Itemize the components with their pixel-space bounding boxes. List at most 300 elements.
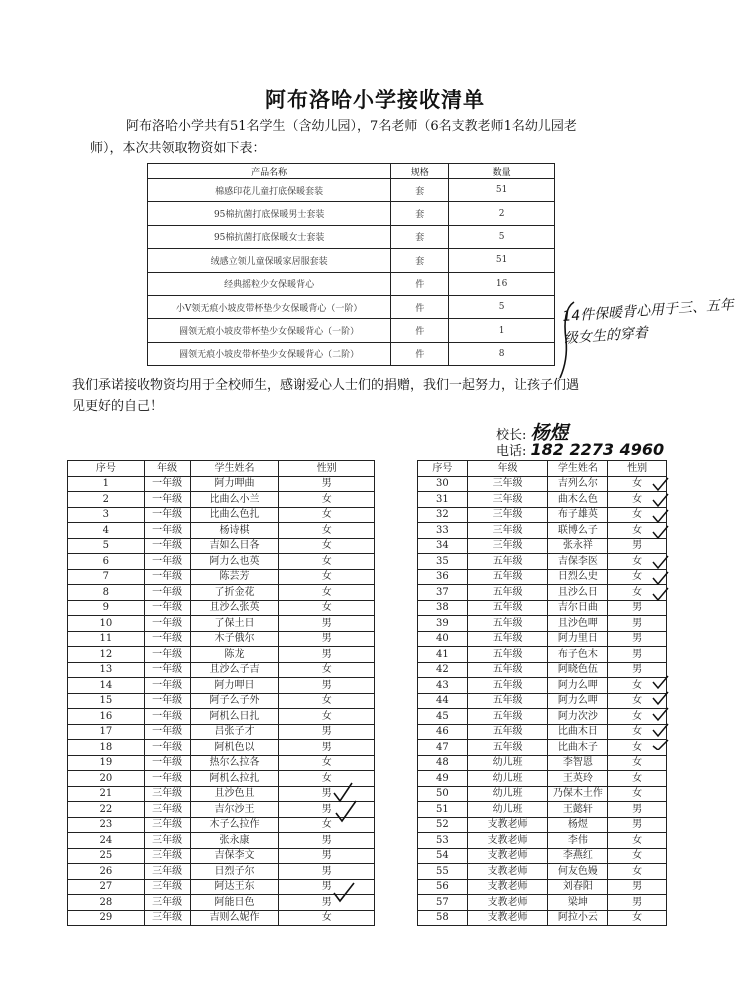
product-header-name: 产品名称 — [148, 164, 391, 179]
grade-cell: 一年级 — [144, 755, 190, 771]
header-index: 序号 — [418, 461, 468, 477]
student-row — [68, 786, 375, 802]
student-row — [418, 538, 667, 554]
product-name-cell: 经典摇粒少女保暖背心 — [148, 272, 391, 295]
product-row — [148, 202, 555, 225]
name-cell: 了保土日 — [190, 616, 279, 632]
name-cell: 李智恩 — [548, 755, 608, 771]
gender-cell: 男 — [608, 879, 667, 895]
name-cell: 王懿轩 — [548, 802, 608, 818]
student-table-left — [67, 460, 375, 926]
product-spec-cell: 套 — [391, 202, 449, 225]
product-row — [148, 319, 555, 342]
grade-cell: 一年级 — [144, 492, 190, 508]
student-row — [68, 662, 375, 678]
student-row — [68, 724, 375, 740]
gender-cell: 女 — [608, 864, 667, 880]
grade-cell: 一年级 — [144, 631, 190, 647]
name-cell: 且沙么张英 — [190, 600, 279, 616]
student-row — [418, 802, 667, 818]
student-row — [418, 476, 667, 492]
gender-cell: 女 — [608, 678, 667, 694]
index-cell: 5 — [68, 538, 145, 554]
product-qty-cell: 8 — [449, 342, 555, 365]
student-row — [418, 523, 667, 539]
gender-cell: 男 — [608, 647, 667, 663]
header-gender: 性别 — [608, 461, 667, 477]
header-gender: 性别 — [279, 461, 375, 477]
product-qty-cell: 5 — [449, 295, 555, 318]
index-cell: 3 — [68, 507, 145, 523]
name-cell: 阿力里日 — [548, 631, 608, 647]
name-cell: 吕张子才 — [190, 724, 279, 740]
gender-cell: 女 — [279, 507, 375, 523]
index-cell: 39 — [418, 616, 468, 632]
phone-line — [496, 440, 664, 459]
grade-cell: 幼儿班 — [467, 786, 548, 802]
student-row — [68, 647, 375, 663]
index-cell: 40 — [418, 631, 468, 647]
grade-cell: 五年级 — [467, 693, 548, 709]
student-row — [68, 755, 375, 771]
intro-line-2: 师），本次共领取物资如下表： — [90, 141, 266, 156]
student-row — [68, 585, 375, 601]
handwritten-checkmarks-left — [330, 775, 362, 905]
student-row — [418, 755, 667, 771]
index-cell: 6 — [68, 554, 145, 570]
gender-cell: 女 — [279, 569, 375, 585]
student-table-left-body — [68, 476, 375, 926]
index-cell: 17 — [68, 724, 145, 740]
grade-cell: 幼儿班 — [467, 771, 548, 787]
name-cell: 杨诗棋 — [190, 523, 279, 539]
name-cell: 梁坤 — [548, 895, 608, 911]
student-row — [418, 895, 667, 911]
student-row — [68, 507, 375, 523]
gender-cell: 女 — [279, 600, 375, 616]
name-cell: 且沙么日 — [548, 585, 608, 601]
index-cell: 19 — [68, 755, 145, 771]
grade-cell: 幼儿班 — [467, 802, 548, 818]
index-cell: 16 — [68, 709, 145, 725]
index-cell: 44 — [418, 693, 468, 709]
student-row — [418, 507, 667, 523]
gender-cell: 男 — [279, 864, 375, 880]
gender-cell: 女 — [279, 910, 375, 926]
gender-cell: 男 — [608, 600, 667, 616]
product-spec-cell: 件 — [391, 342, 449, 365]
name-cell: 布子色木 — [548, 647, 608, 663]
product-row — [148, 272, 555, 295]
grade-cell: 五年级 — [467, 616, 548, 632]
gender-cell: 女 — [608, 910, 667, 926]
product-spec-cell: 件 — [391, 272, 449, 295]
product-name-cell: 95棉抗菌打底保暖女士套装 — [148, 225, 391, 248]
name-cell: 比曲木日 — [548, 724, 608, 740]
gender-cell: 男 — [279, 802, 375, 818]
product-row — [148, 342, 555, 365]
product-header-spec: 规格 — [391, 164, 449, 179]
gender-cell: 男 — [608, 631, 667, 647]
name-cell: 阿力么呷 — [548, 693, 608, 709]
student-row — [418, 817, 667, 833]
index-cell: 48 — [418, 755, 468, 771]
index-cell: 7 — [68, 569, 145, 585]
name-cell: 比曲木子 — [548, 740, 608, 756]
grade-cell: 一年级 — [144, 662, 190, 678]
product-qty-cell: 16 — [449, 272, 555, 295]
index-cell: 58 — [418, 910, 468, 926]
gender-cell: 女 — [279, 554, 375, 570]
grade-cell: 五年级 — [467, 600, 548, 616]
grade-cell: 三年级 — [467, 507, 548, 523]
name-cell: 木子么拉作 — [190, 817, 279, 833]
gender-cell: 男 — [279, 879, 375, 895]
student-row — [418, 879, 667, 895]
grade-cell: 一年级 — [144, 507, 190, 523]
header-grade: 年级 — [144, 461, 190, 477]
index-cell: 51 — [418, 802, 468, 818]
student-row — [418, 833, 667, 849]
gender-cell: 女 — [608, 833, 667, 849]
student-row — [418, 585, 667, 601]
grade-cell: 三年级 — [144, 879, 190, 895]
index-cell: 15 — [68, 693, 145, 709]
index-cell: 55 — [418, 864, 468, 880]
principal-label: 校长: — [496, 428, 527, 443]
index-cell: 14 — [68, 678, 145, 694]
product-name-cell: 棉感印花儿童打底保暖套装 — [148, 179, 391, 202]
index-cell: 23 — [68, 817, 145, 833]
header-grade: 年级 — [467, 461, 548, 477]
promise-text — [72, 375, 672, 417]
grade-cell: 一年级 — [144, 616, 190, 632]
product-spec-cell: 套 — [391, 179, 449, 202]
handwritten-checkmarks-right — [650, 470, 674, 750]
index-cell: 46 — [418, 724, 468, 740]
phone-value: 182 2273 4960 — [530, 440, 665, 459]
student-row — [68, 848, 375, 864]
student-table-right — [417, 460, 667, 926]
grade-cell: 一年级 — [144, 771, 190, 787]
grade-cell: 五年级 — [467, 554, 548, 570]
index-cell: 11 — [68, 631, 145, 647]
gender-cell: 女 — [279, 755, 375, 771]
index-cell: 4 — [68, 523, 145, 539]
index-cell: 38 — [418, 600, 468, 616]
index-cell: 25 — [68, 848, 145, 864]
grade-cell: 一年级 — [144, 724, 190, 740]
student-row — [68, 817, 375, 833]
name-cell: 张永祥 — [548, 538, 608, 554]
header-name: 学生姓名 — [190, 461, 279, 477]
index-cell: 28 — [68, 895, 145, 911]
name-cell: 刘春阳 — [548, 879, 608, 895]
index-cell: 54 — [418, 848, 468, 864]
student-row — [68, 631, 375, 647]
product-qty-cell: 5 — [449, 225, 555, 248]
index-cell: 12 — [68, 647, 145, 663]
index-cell: 52 — [418, 817, 468, 833]
name-cell: 阿机么日扎 — [190, 709, 279, 725]
promise-line-2: 见更好的自己！ — [72, 399, 164, 414]
index-cell: 57 — [418, 895, 468, 911]
student-row — [418, 662, 667, 678]
student-row — [418, 786, 667, 802]
student-row — [68, 802, 375, 818]
student-row — [418, 600, 667, 616]
product-spec-cell: 件 — [391, 319, 449, 342]
product-row — [148, 295, 555, 318]
product-spec-cell: 件 — [391, 295, 449, 318]
index-cell: 2 — [68, 492, 145, 508]
grade-cell: 三年级 — [467, 476, 548, 492]
index-cell: 45 — [418, 709, 468, 725]
index-cell: 53 — [418, 833, 468, 849]
name-cell: 日烈子尔 — [190, 864, 279, 880]
student-row — [418, 848, 667, 864]
product-qty-cell: 51 — [449, 179, 555, 202]
student-row — [418, 864, 667, 880]
gender-cell: 男 — [279, 476, 375, 492]
index-cell: 20 — [68, 771, 145, 787]
grade-cell: 三年级 — [467, 538, 548, 554]
product-header-qty: 数量 — [449, 164, 555, 179]
name-cell: 阿机色以 — [190, 740, 279, 756]
name-cell: 联博么子 — [548, 523, 608, 539]
student-row — [68, 910, 375, 926]
student-row — [418, 647, 667, 663]
gender-cell: 女 — [279, 538, 375, 554]
grade-cell: 一年级 — [144, 523, 190, 539]
name-cell: 阿力次沙 — [548, 709, 608, 725]
student-row — [68, 771, 375, 787]
student-row — [418, 569, 667, 585]
index-cell: 42 — [418, 662, 468, 678]
product-spec-cell: 套 — [391, 249, 449, 272]
grade-cell: 一年级 — [144, 647, 190, 663]
student-row — [68, 833, 375, 849]
grade-cell: 三年级 — [144, 817, 190, 833]
index-cell: 9 — [68, 600, 145, 616]
product-row — [148, 225, 555, 248]
grade-cell: 三年级 — [144, 895, 190, 911]
student-row — [418, 631, 667, 647]
grade-cell: 一年级 — [144, 569, 190, 585]
gender-cell: 男 — [279, 833, 375, 849]
grade-cell: 三年级 — [144, 833, 190, 849]
gender-cell: 男 — [608, 662, 667, 678]
handwritten-brace — [556, 300, 578, 382]
name-cell: 阿力呷日 — [190, 678, 279, 694]
name-cell: 阿晓色伍 — [548, 662, 608, 678]
student-row — [418, 693, 667, 709]
grade-cell: 三年级 — [467, 523, 548, 539]
name-cell: 日烈么史 — [548, 569, 608, 585]
index-cell: 24 — [68, 833, 145, 849]
grade-cell: 一年级 — [144, 740, 190, 756]
promise-line-1: 我们承诺接收物资均用于全校师生，感谢爱心人士们的捐赠，我们一起努力，让孩子们遇 — [72, 378, 580, 393]
index-cell: 43 — [418, 678, 468, 694]
gender-cell: 女 — [608, 554, 667, 570]
gender-cell: 男 — [279, 678, 375, 694]
grade-cell: 支教老师 — [467, 864, 548, 880]
product-table-body — [148, 179, 555, 366]
student-row — [418, 771, 667, 787]
gender-cell: 女 — [608, 492, 667, 508]
index-cell: 26 — [68, 864, 145, 880]
grade-cell: 一年级 — [144, 600, 190, 616]
index-cell: 1 — [68, 476, 145, 492]
student-row — [418, 678, 667, 694]
header-name: 学生姓名 — [548, 461, 608, 477]
product-row — [148, 249, 555, 272]
student-row — [68, 476, 375, 492]
gender-cell: 女 — [608, 507, 667, 523]
gender-cell: 男 — [608, 802, 667, 818]
gender-cell: 女 — [279, 662, 375, 678]
grade-cell: 五年级 — [467, 724, 548, 740]
name-cell: 阿力么也英 — [190, 554, 279, 570]
gender-cell: 男 — [608, 895, 667, 911]
index-cell: 56 — [418, 879, 468, 895]
student-row — [68, 569, 375, 585]
gender-cell: 女 — [279, 523, 375, 539]
name-cell: 布子雄英 — [548, 507, 608, 523]
student-row — [418, 554, 667, 570]
gender-cell: 男 — [608, 538, 667, 554]
grade-cell: 支教老师 — [467, 817, 548, 833]
name-cell: 吉如么日各 — [190, 538, 279, 554]
name-cell: 阿能日色 — [190, 895, 279, 911]
product-header-row — [148, 164, 555, 179]
gender-cell: 男 — [279, 616, 375, 632]
product-name-cell: 95棉抗菌打底保暖男士套装 — [148, 202, 391, 225]
student-row — [68, 616, 375, 632]
grade-cell: 支教老师 — [467, 910, 548, 926]
index-cell: 47 — [418, 740, 468, 756]
index-cell: 49 — [418, 771, 468, 787]
name-cell: 阿拉小云 — [548, 910, 608, 926]
grade-cell: 支教老师 — [467, 848, 548, 864]
student-row — [418, 740, 667, 756]
name-cell: 阿力么呷 — [548, 678, 608, 694]
index-cell: 8 — [68, 585, 145, 601]
student-row — [68, 523, 375, 539]
grade-cell: 幼儿班 — [467, 755, 548, 771]
grade-cell: 五年级 — [467, 662, 548, 678]
name-cell: 木子俄尔 — [190, 631, 279, 647]
name-cell: 陈龙 — [190, 647, 279, 663]
gender-cell: 男 — [279, 740, 375, 756]
student-header-row-right — [418, 461, 667, 477]
grade-cell: 一年级 — [144, 538, 190, 554]
gender-cell: 男 — [608, 817, 667, 833]
name-cell: 吉保李文 — [190, 848, 279, 864]
student-row — [68, 709, 375, 725]
grade-cell: 三年级 — [144, 802, 190, 818]
product-name-cell: 绒感立领儿童保暖家居服套装 — [148, 249, 391, 272]
product-name-cell: 圆领无痕小坡皮带杯垫少女保暖背心（一阶） — [148, 319, 391, 342]
index-cell: 30 — [418, 476, 468, 492]
gender-cell: 女 — [279, 492, 375, 508]
name-cell: 何友色嫚 — [548, 864, 608, 880]
grade-cell: 一年级 — [144, 709, 190, 725]
product-name-cell: 圆领无痕小坡皮带杯垫少女保暖背心（二阶） — [148, 342, 391, 365]
name-cell: 王英玲 — [548, 771, 608, 787]
name-cell: 吉尔日曲 — [548, 600, 608, 616]
name-cell: 乃保木土作 — [548, 786, 608, 802]
gender-cell: 女 — [608, 740, 667, 756]
grade-cell: 一年级 — [144, 693, 190, 709]
grade-cell: 五年级 — [467, 709, 548, 725]
name-cell: 阿子么子外 — [190, 693, 279, 709]
grade-cell: 三年级 — [144, 786, 190, 802]
gender-cell: 男 — [279, 647, 375, 663]
index-cell: 50 — [418, 786, 468, 802]
grade-cell: 一年级 — [144, 554, 190, 570]
student-row — [418, 616, 667, 632]
gender-cell: 女 — [608, 755, 667, 771]
student-row — [68, 693, 375, 709]
grade-cell: 五年级 — [467, 631, 548, 647]
gender-cell: 女 — [608, 523, 667, 539]
student-row — [68, 678, 375, 694]
index-cell: 13 — [68, 662, 145, 678]
grade-cell: 一年级 — [144, 476, 190, 492]
gender-cell: 女 — [608, 693, 667, 709]
gender-cell: 男 — [279, 631, 375, 647]
student-row — [418, 709, 667, 725]
index-cell: 41 — [418, 647, 468, 663]
product-qty-cell: 51 — [449, 249, 555, 272]
student-row — [68, 492, 375, 508]
gender-cell: 女 — [608, 724, 667, 740]
student-row — [68, 538, 375, 554]
grade-cell: 支教老师 — [467, 895, 548, 911]
grade-cell: 五年级 — [467, 740, 548, 756]
name-cell: 张永康 — [190, 833, 279, 849]
name-cell: 且沙色且 — [190, 786, 279, 802]
grade-cell: 三年级 — [144, 848, 190, 864]
student-row — [68, 600, 375, 616]
name-cell: 吉则么妮作 — [190, 910, 279, 926]
gender-cell: 女 — [608, 848, 667, 864]
gender-cell: 男 — [279, 786, 375, 802]
index-cell: 18 — [68, 740, 145, 756]
product-row — [148, 179, 555, 202]
name-cell: 了折金花 — [190, 585, 279, 601]
gender-cell: 女 — [279, 693, 375, 709]
student-row — [68, 740, 375, 756]
gender-cell: 女 — [608, 786, 667, 802]
gender-cell: 女 — [279, 585, 375, 601]
product-qty-cell: 1 — [449, 319, 555, 342]
index-cell: 29 — [68, 910, 145, 926]
name-cell: 李伟 — [548, 833, 608, 849]
name-cell: 阿达王东 — [190, 879, 279, 895]
index-cell: 10 — [68, 616, 145, 632]
name-cell: 李燕红 — [548, 848, 608, 864]
index-cell: 31 — [418, 492, 468, 508]
student-row — [418, 724, 667, 740]
header-index: 序号 — [68, 461, 145, 477]
name-cell: 且沙么子吉 — [190, 662, 279, 678]
name-cell: 阿机么拉扎 — [190, 771, 279, 787]
grade-cell: 五年级 — [467, 678, 548, 694]
grade-cell: 三年级 — [144, 864, 190, 880]
student-row — [68, 879, 375, 895]
